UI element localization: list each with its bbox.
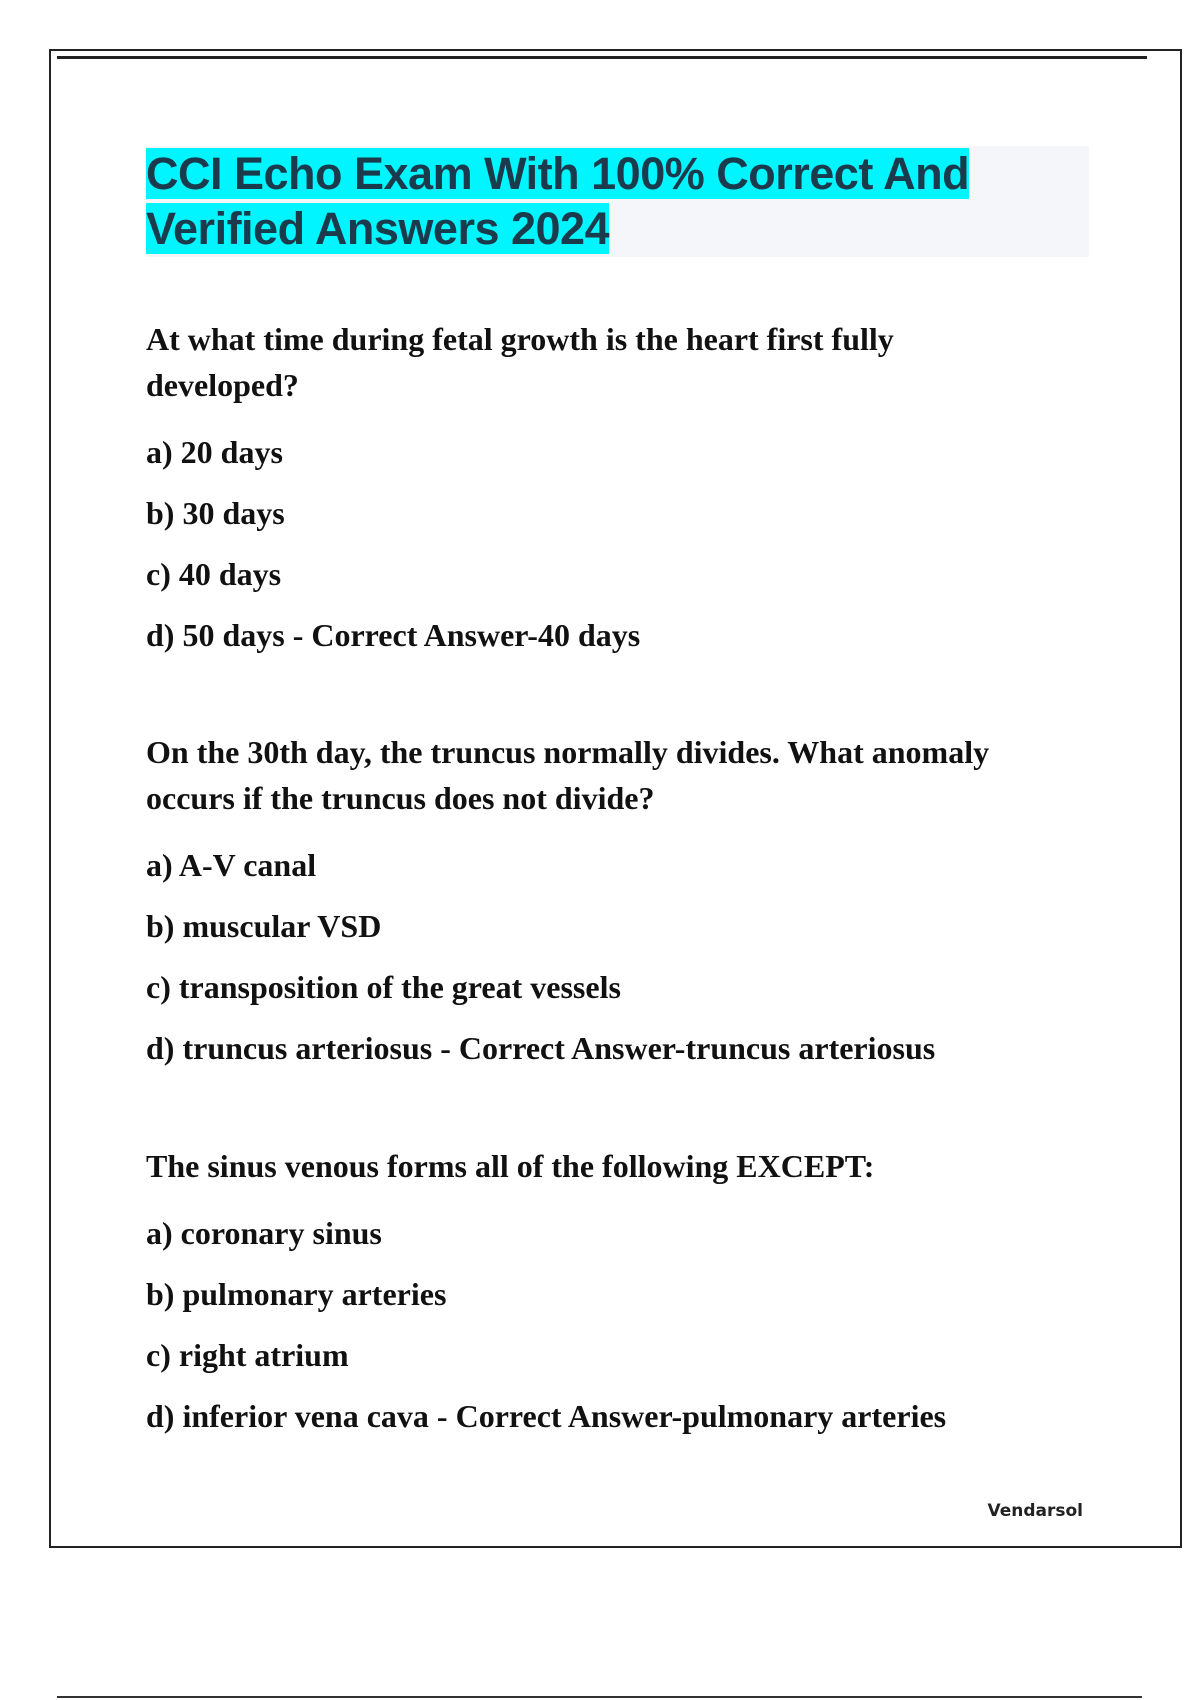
option: d) inferior vena cava - Correct Answer-pulmonary arteries: [146, 1398, 947, 1434]
option: b) muscular VSD: [146, 908, 382, 944]
option: c) 40 days: [146, 556, 282, 592]
top-rule: [57, 56, 1147, 59]
option: b) 30 days: [146, 495, 285, 531]
option: d) truncus arteriosus - Correct Answer-truncus arteriosus: [146, 1030, 936, 1066]
option: c) transposition of the great vessels: [146, 969, 621, 1005]
option: c) right atrium: [146, 1337, 349, 1373]
footer-brand: Vendarsol: [987, 1501, 1083, 1521]
bottom-rule: [57, 1696, 1142, 1698]
question-1: [146, 316, 1046, 666]
document-title: CCI Echo Exam With 100% Correct And Verified Answers 2024: [146, 148, 970, 254]
option: d) 50 days - Correct Answer-40 days: [146, 617, 641, 653]
option: b) pulmonary arteries: [146, 1276, 447, 1312]
option: a) A-V canal: [146, 847, 317, 883]
question-stem: At what time during fetal growth is the heart first fully developed?: [146, 321, 894, 403]
question-3: [146, 1143, 1046, 1447]
option: a) coronary sinus: [146, 1215, 382, 1251]
question-stem: On the 30th day, the truncus normally divides. What anomaly occurs if the truncus does not divide?: [146, 734, 990, 816]
question-2: [146, 729, 1046, 1079]
option: a) 20 days: [146, 434, 283, 470]
question-stem: The sinus venous forms all of the following EXCEPT:: [146, 1148, 875, 1184]
